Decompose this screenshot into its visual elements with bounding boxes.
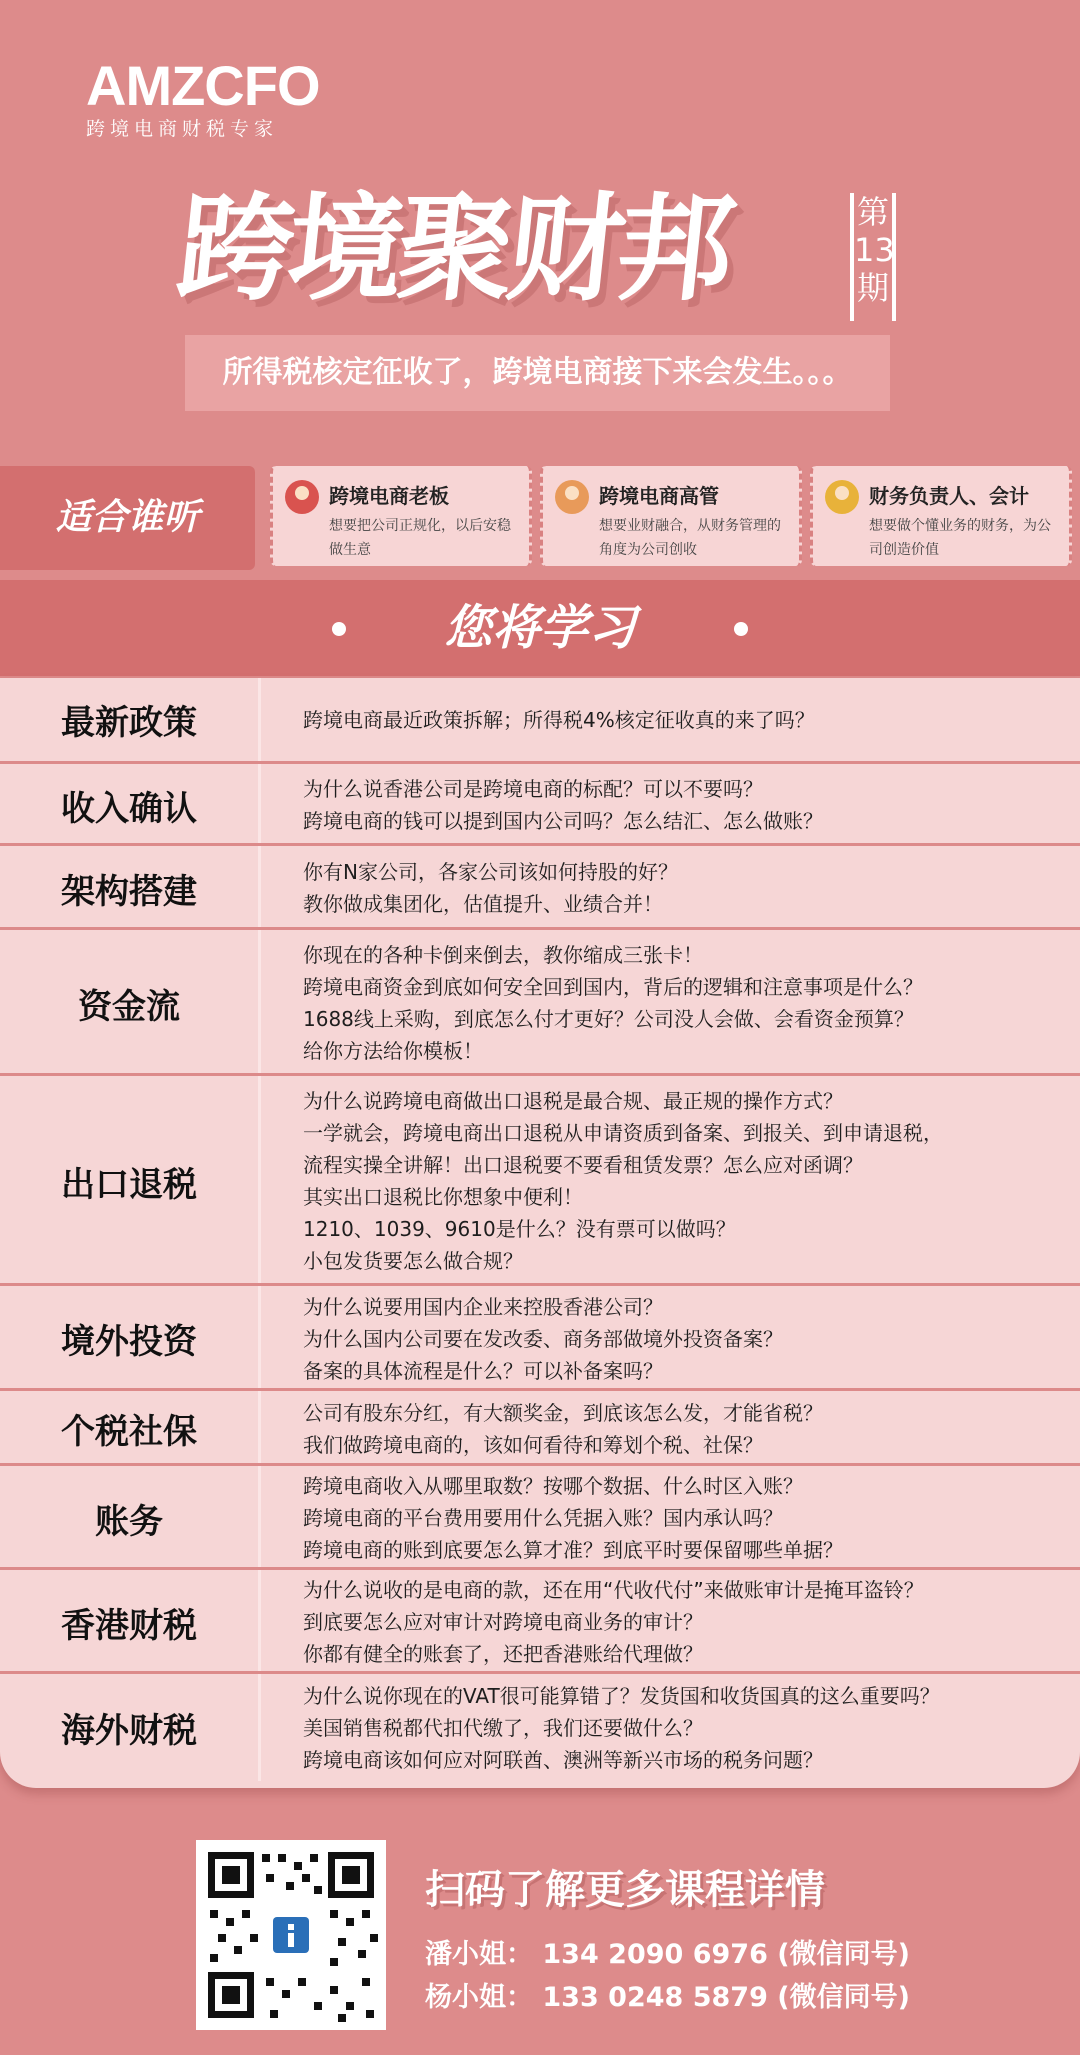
topic-row (0, 1463, 1080, 1570)
person-avatar-icon (285, 480, 319, 514)
topic-row (0, 678, 1080, 761)
topic-line: 你现在的各种卡倒来倒去，教你缩成三张卡！ (303, 943, 703, 967)
topic-row (0, 927, 1080, 1076)
topic-name: 收入确认 (61, 788, 197, 829)
person-avatar-icon (555, 480, 589, 514)
column-divider (258, 1076, 261, 1286)
column-divider (258, 1674, 261, 1781)
brand-logo (86, 56, 320, 141)
topic-line: 其实出口退税比你想象中便利！ (303, 1185, 583, 1209)
topics-table (0, 678, 1080, 1788)
learn-banner (0, 580, 1080, 676)
audience-card-title: 跨境电商老板 (329, 484, 449, 508)
issue-suffix: 期 (856, 269, 889, 307)
topic-name: 香港财税 (61, 1605, 197, 1646)
topic-name: 海外财税 (61, 1711, 197, 1751)
topic-line: 跨境电商的平台费用要用什么凭据入账？国内承认吗？ (303, 1506, 783, 1530)
audience-section (0, 466, 1080, 570)
issue-value: 13 (854, 231, 895, 269)
scan-title: 扫码了解更多课程详情 (425, 1867, 825, 1913)
topic-lines (303, 930, 1060, 1076)
column-divider (258, 1570, 261, 1674)
topic-line: 给你方法给你模板！ (303, 1039, 483, 1063)
brand-name: AMZCFO (86, 54, 320, 117)
topic-line: 备案的具体流程是什么？可以补备案吗？ (303, 1358, 663, 1383)
column-divider (258, 764, 261, 846)
topic-line: 教你做成集团化，估值提升、业绩合并！ (303, 892, 663, 916)
topic-line: 1688线上采购，到底怎么付才更好？公司没人会做、会看资金预算？ (303, 1007, 914, 1031)
topic-name: 账务 (95, 1501, 163, 1542)
topic-lines (303, 1570, 1060, 1674)
subtitle-banner: 所得税核定征收了，跨境电商接下来会发生。。。 (185, 335, 890, 411)
topic-row (0, 1671, 1080, 1781)
topic-line: 跨境电商的钱可以提到国内公司吗？怎么结汇、怎么做账？ (303, 809, 823, 833)
topic-line: 到底要怎么应对审计对跨境电商业务的审计？ (303, 1610, 703, 1634)
topic-lines (303, 678, 1060, 761)
topic-line: 为什么说你现在的VAT很可能算错了？发货国和收货国真的这么重要吗？ (303, 1683, 940, 1708)
topic-name: 境外投资 (61, 1322, 197, 1362)
topic-lines (303, 1286, 1060, 1391)
issue-number (850, 193, 896, 321)
audience-card-title: 财务负责人、会计 (869, 484, 1029, 508)
topic-row (0, 1567, 1080, 1674)
column-divider (258, 1286, 261, 1391)
topic-name: 架构搭建 (61, 871, 197, 912)
page-title: 跨境聚财邦 (170, 182, 736, 317)
bullet-dot-icon (734, 622, 748, 636)
brand-tagline: 跨境电商财税专家 (86, 118, 279, 140)
topic-line: 美国销售税都代扣代缴了，我们还要做什么？ (303, 1715, 703, 1740)
topic-name: 出口退税 (61, 1164, 197, 1205)
topic-line: 跨境电商该如何应对阿联酋、澳洲等新兴市场的税务问题？ (303, 1747, 823, 1772)
learn-title: 您将学习 (443, 600, 636, 656)
topic-lines (303, 1674, 1060, 1781)
topic-row (0, 761, 1080, 846)
audience-card-desc: 想要业财融合，从财务管理的角度为公司创收 (599, 518, 781, 558)
qr-code[interactable] (196, 1840, 386, 2030)
audience-card-finance (810, 466, 1072, 566)
person-avatar-icon (825, 480, 859, 514)
topic-line: 流程实操全讲解！出口退税要不要看租赁发票？怎么应对函调？ (303, 1153, 863, 1177)
topic-lines (303, 846, 1060, 930)
topic-row (0, 1388, 1080, 1466)
topic-line: 小包发货要怎么做合规？ (303, 1249, 523, 1273)
qr-code-icon (196, 1840, 386, 2030)
audience-card-desc: 想要做个懂业务的财务，为公司创造价值 (869, 518, 1051, 558)
column-divider (258, 846, 261, 930)
topic-row (0, 1283, 1080, 1391)
topic-line: 跨境电商最近政策拆解；所得税4%核定征收真的来了吗？ (303, 707, 815, 732)
audience-card-boss (270, 466, 532, 566)
topic-row (0, 843, 1080, 930)
topic-name: 资金流 (78, 986, 180, 1027)
column-divider (258, 930, 261, 1076)
topic-line: 1210、1039、9610是什么？没有票可以做吗？ (303, 1217, 736, 1241)
topic-name: 个税社保 (61, 1412, 197, 1452)
topic-line: 我们做跨境电商的，该如何看待和筹划个税、社保？ (303, 1432, 763, 1457)
topic-line: 一学就会，跨境电商出口退税从申请资质到备案、到报关、到申请退税， (303, 1121, 943, 1145)
audience-card-executive (540, 466, 802, 566)
topic-line: 跨境电商收入从哪里取数？按哪个数据、什么时区入账？ (303, 1474, 803, 1498)
topic-lines (303, 764, 1060, 846)
topic-name: 最新政策 (61, 703, 197, 743)
topic-lines (303, 1391, 1060, 1466)
topic-line: 为什么说收的是电商的款，还在用“代收代付”来做账审计是掩耳盗铃？ (303, 1578, 924, 1602)
topic-line: 公司有股东分红，有大额奖金，到底该怎么发，才能省税？ (303, 1400, 823, 1425)
topic-lines (303, 1076, 1060, 1286)
audience-label: 适合谁听 (0, 466, 255, 570)
topic-line: 为什么说跨境电商做出口退税是最合规、最正规的操作方式？ (303, 1089, 843, 1113)
topic-line: 跨境电商资金到底如何安全回到国内，背后的逻辑和注意事项是什么？ (303, 975, 923, 999)
contact-line: 潘小姐： 134 2090 6976 (微信同号) (425, 1939, 910, 1970)
topic-lines (303, 1466, 1060, 1570)
audience-card-title: 跨境电商高管 (599, 484, 719, 508)
audience-card-desc: 想要把公司正规化，以后安稳做生意 (329, 518, 511, 558)
topic-line: 为什么说香港公司是跨境电商的标配？可以不要吗？ (303, 777, 763, 801)
topic-line: 为什么国内公司要在发改委、商务部做境外投资备案？ (303, 1326, 783, 1351)
topic-line: 你有N家公司，各家公司该如何持股的好？ (303, 860, 678, 884)
column-divider (258, 678, 261, 761)
topic-line: 你都有健全的账套了，还把香港账给代理做？ (303, 1642, 703, 1666)
column-divider (258, 1466, 261, 1570)
topic-row (0, 1073, 1080, 1286)
issue-prefix: 第 (856, 193, 889, 231)
topic-line: 跨境电商的账到底要怎么算才准？到底平时要保留哪些单据？ (303, 1538, 843, 1562)
contact-line: 杨小姐： 133 0248 5879 (微信同号) (425, 1982, 910, 2013)
topic-line: 为什么说要用国内企业来控股香港公司？ (303, 1294, 663, 1319)
column-divider (258, 1391, 261, 1466)
